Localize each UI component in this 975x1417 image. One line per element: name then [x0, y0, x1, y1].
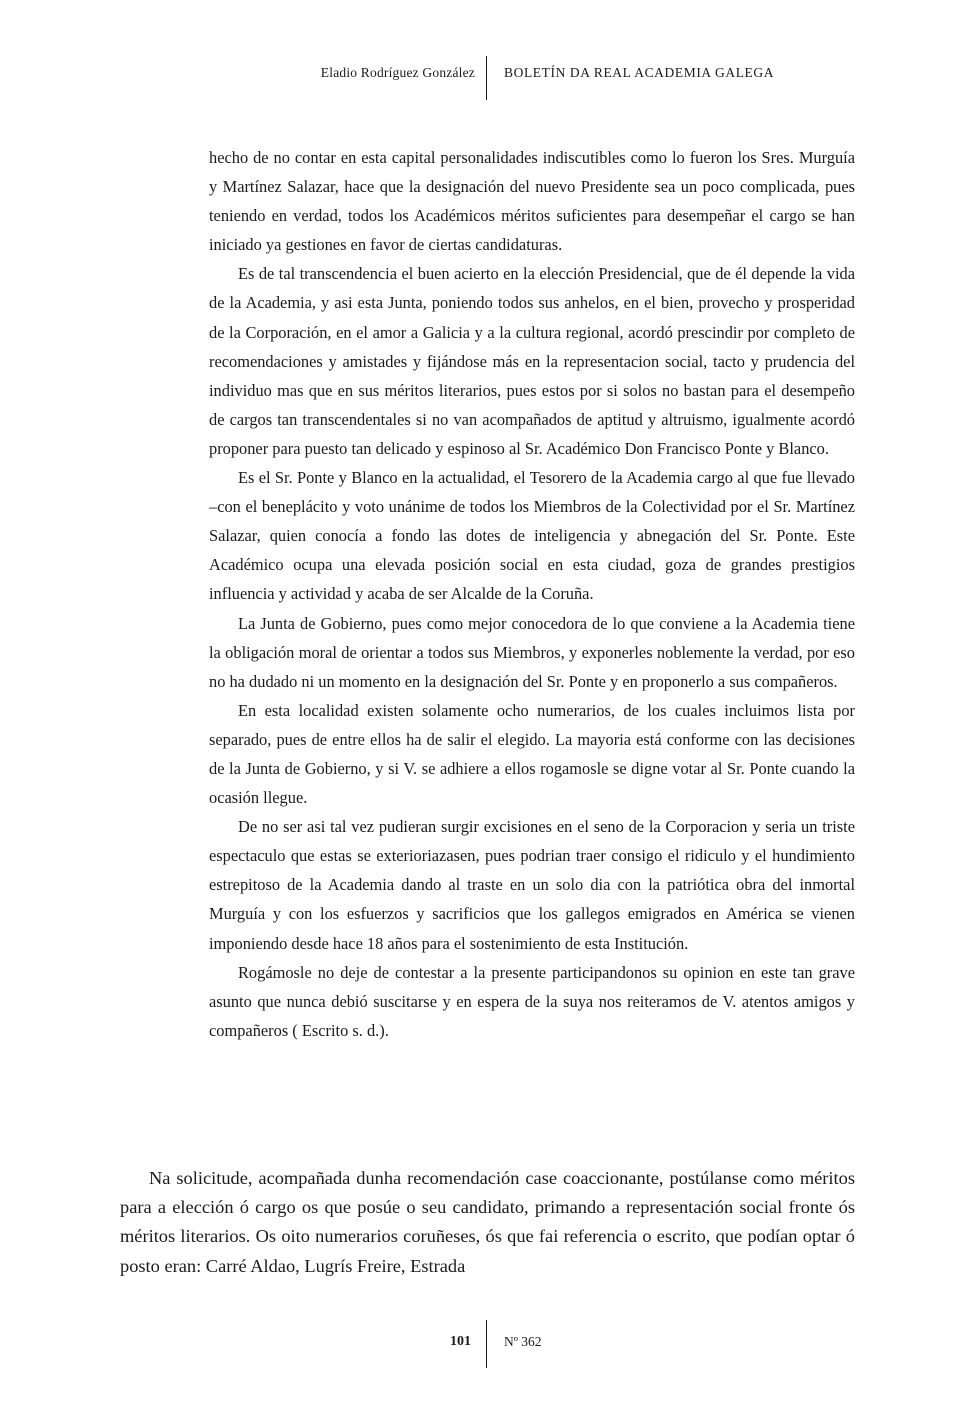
footer-divider [486, 1320, 487, 1368]
quote-paragraph: De no ser asi tal vez pudieran surgir excisiones en el seno de la Corporacion y seria un triste espectaculo que estas se exterioriazasen, pues podrian traer consigo el ridiculo y el hundimiento estrepitoso de la Academia dando al traste en un solo dia con la patriótica obra del inmortal Murguía y con los esfuerzos y sacrificios que los gallegos emigrados en América se vienen imponiendo desde hace 18 años para el sostenimiento de esta Institución. [209, 817, 855, 953]
header-journal-title: BOLETÍN DA REAL ACADEMIA GALEGA [504, 65, 775, 80]
quote-paragraph: Rogámosle no deje de contestar a la presente participandonos su opinion en este tan grave asunto que nunca debió suscitarse y en espera de la suya nos reiteramos de V. atentos amigos y compañeros ( Escrito s. d.). [209, 962, 855, 1040]
quote-paragraph: Es de tal transcendencia el buen acierto en la elección Presidencial, que de él depende la vida de la Academia, y asi esta Junta, poniendo todos sus anhelos, en el bien, provecho y prosperidad de la Corporación, en el amor a Galicia y a la cultura regional, acordó prescindir por completo de recomendaciones y amistades y fijándose más en la representacion social, tacto y prudencia del individuo mas que en sus méritos literarios, pues estos por si solos no bastan para el desempeño de cargos tan transcendentales si no van acompañados de aptitud y altruismo, igualmente acordó proponer para puesto tan delicado y espinoso al Sr. Académico Don Francisco Ponte y Blanco. [209, 264, 855, 458]
running-header [0, 56, 975, 100]
quote-paragraph: Es el Sr. Ponte y Blanco en la actualidad, el Tesorero de la Academia cargo al que fue llevado –con el beneplácito y voto unánime de todos los Miembros de la Colectividad por el Sr. Martínez Salazar, quien conocía a fondo las dotes de inteligencia y abnegación del Sr. Ponte. Este Académico ocupa una elevada posición social en esta ciudad, goza de grandes prestigios influencia y actividad y acaba de ser Alcalde de la Coruña. [209, 468, 855, 604]
body-paragraph: Na solicitude, acompañada dunha recomendación case coaccionante, postúlanse como méritos para a elección ó cargo os que posúe o seu candidato, primando a representación social fronte ós méritos literarios. Os oito numerarios coruñeses, ós que fai referencia o escrito, que podían optar ó posto eran: Carré Aldao, Lugrís Freire, Estrada [120, 1168, 855, 1276]
quote-paragraph: La Junta de Gobierno, pues como mejor conocedora de lo que conviene a la Academia tiene la obligación moral de orientar a todos sus Miembros, y exponerles noblemente la verdad, por eso no ha dudado ni un momento en la designación del Sr. Ponte y en proponerlo a sus compañeros. [209, 613, 855, 691]
header-divider [486, 56, 487, 100]
header-author: Eladio Rodríguez González [320, 65, 475, 80]
running-footer [0, 1320, 975, 1368]
quote-paragraph: hecho de no contar en esta capital personalidades indiscutibles como lo fueron los Sres. Murguía y Martínez Salazar, hace que la designación del nuevo Presidente sea un poco complicada, pues teniendo en verdad, todos los Académicos méritos suficientes para desempeñar el cargo se han iniciado ya gestiones en favor de ciertas candidaturas. [209, 148, 855, 255]
page-number: 101 [450, 1334, 471, 1349]
issue-number: Nº 362 [504, 1334, 542, 1349]
body-text [120, 1164, 855, 1281]
quoted-letter [209, 143, 855, 1045]
quote-paragraph: En esta localidad existen solamente ocho numerarios, de los cuales incluimos lista por separado, pues de entre ellos ha de salir el elegido. La mayoria está conforme con las decisiones de la Junta de Gobierno, y si V. se adhiere a ellos rogamosle se digne votar al Sr. Ponte cuando la ocasión llegue. [209, 700, 855, 808]
